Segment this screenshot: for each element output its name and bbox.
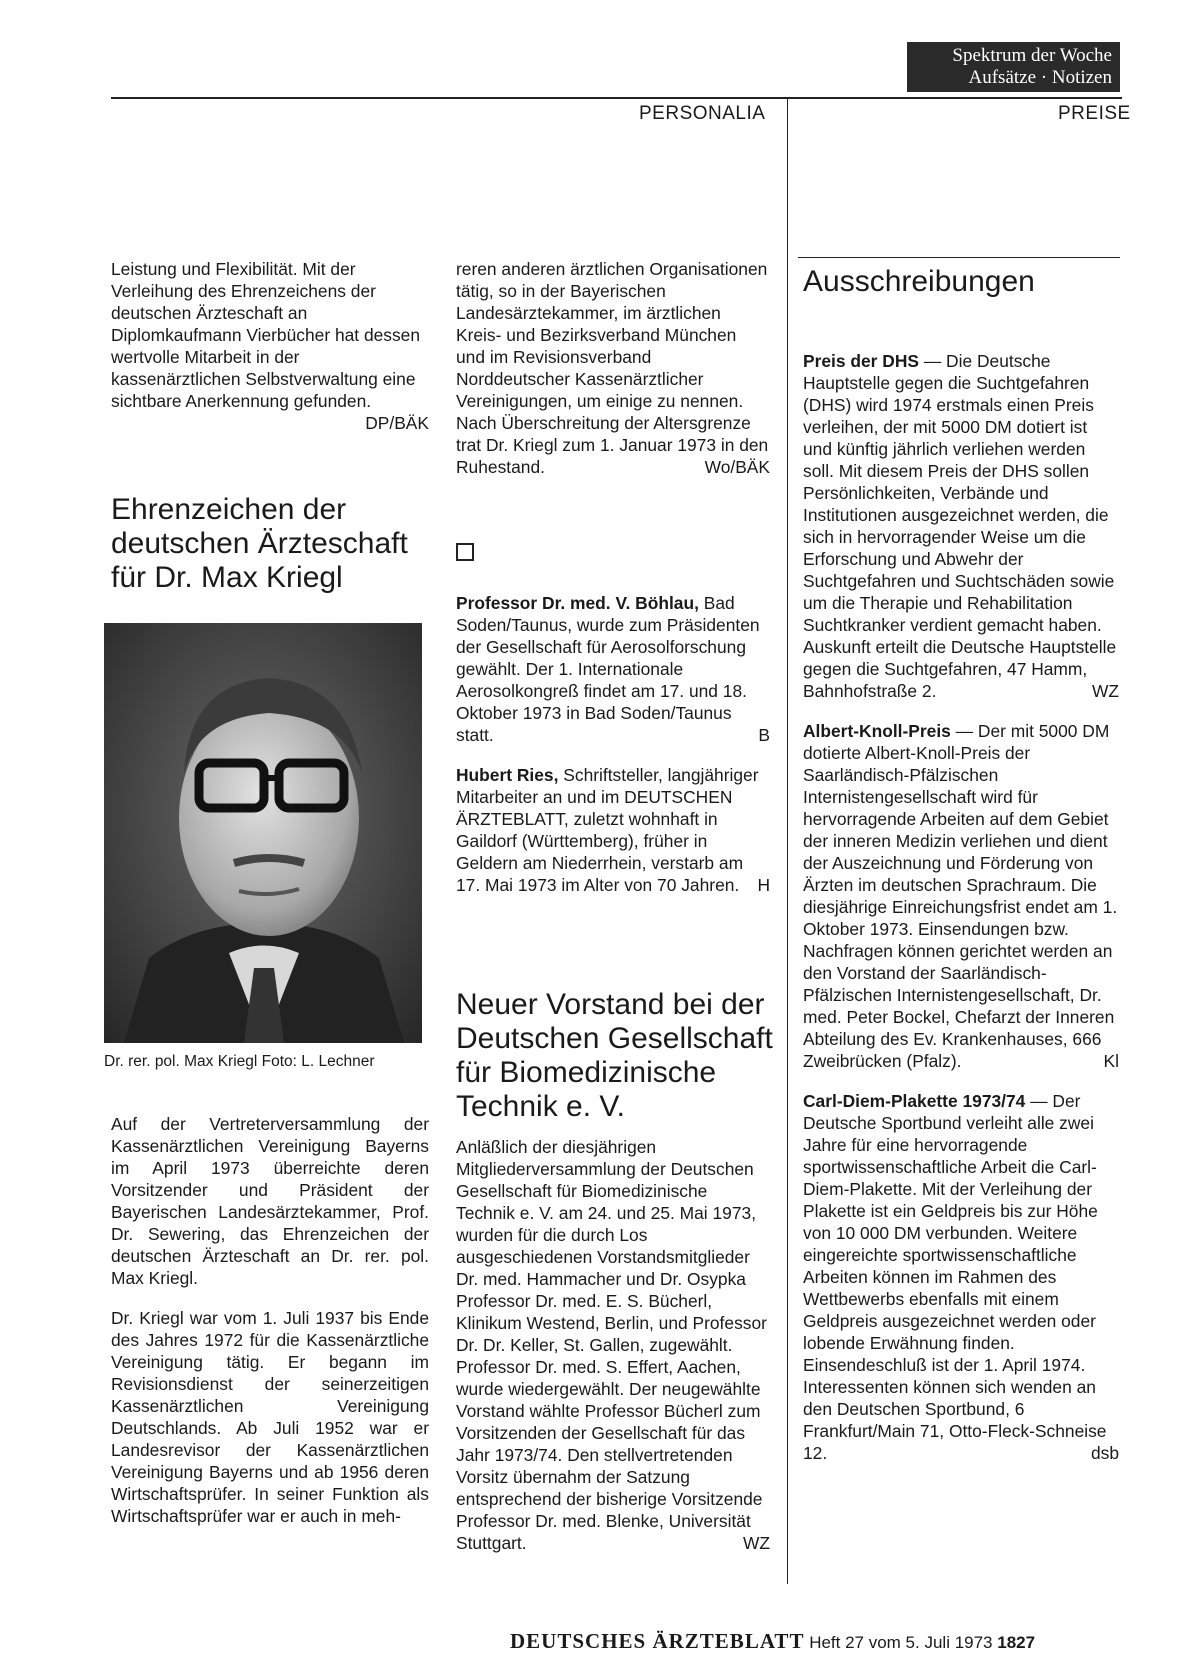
col1-top-text <box>111 258 429 434</box>
vorstand-signature: WZ <box>742 1533 770 1553</box>
knoll-text: — Der mit 5000 DM dotierte Albert-Knoll-Preis der Saarländisch-Pfälzischen Internistengesellschaft wird für hervorragende Arbeiten auf dem Gebiet der inneren Medizin verliehen und dient der Auszeichnung und Förderung von Ärzten im deutschen Sprachraum. Die diesjährige Einreichungsfrist endet am 1. Oktober 1973. Einsendungen bzw. Nachfragen können gerichtet werden an den Vorstand der Saarländisch-Pfälzischen Internistengesellschaft, Dr. med. Peter Bockel, Chefarzt der Inneren Abteilung des Ev. Krankenhauses, 666 Zweibrücken (Pfalz). <box>803 721 1118 1071</box>
knoll-name: Albert-Knoll-Preis <box>803 721 951 741</box>
diem-text: — Der Deutsche Sportbund verleiht alle zwei Jahre für eine hervorragende sportwissenschaftliche Arbeit die Carl-Diem-Plakette. Mit der Verleihung der Plakette ist ein Geldpreis bis zur Höhe von 10 000 DM verbunden. Weitere eingereichte sportwissenschaftliche Arbeiten können im Rahmen des Wettbewerbs ebenfalls mit einem Geldpreis ausgezeichnet werden oder lobende Erwähnung finden. Einsendeschluß ist der 1. April 1974. Interessenten können sich wenden an den Deutschen Sportbund, 6 Frankfurt/Main 71, Otto-Fleck-Schneise 12. <box>803 1091 1107 1463</box>
photo-caption: Dr. rer. pol. Max Kriegl Foto: L. Lechner <box>104 1053 375 1070</box>
vorstand-paragraph: Anläßlich der diesjährigen Mitgliederversammlung der Deutschen Gesellschaft für Biomedizinische Technik e. V. am 24. und 25. Mai 1973, wurden für die durch Los ausgeschiedenen Vorstandsmitglieder Dr. med. Hammacher und Dr. Osypka Professor Dr. med. E. S. Bücherl, Klinikum Westend, Berlin, und Professor Dr. Dr. Keller, St. Gallen, zugewählt. Professor Dr. med. S. Effert, Aachen, wurde wiedergewählt. Der neugewählte Vorstand wählte Professor Bücherl zum Vorsitzenden der Gesellschaft für das Jahr 1973/74. Den stellvertretenden Vorsitz übernahm der Satzung entsprechend der bisherige Vorsitzende Professor Dr. med. Blenke, Universität Stuttgart. <box>456 1137 767 1553</box>
section-label-personalia: PERSONALIA <box>639 103 766 124</box>
footer-issue: Heft 27 vom 5. Juli 1973 <box>809 1633 993 1652</box>
section-tag-line1: Spektrum der Woche <box>952 45 1112 66</box>
dhs-text: — Die Deutsche Hauptstelle gegen die Suchtgefahren (DHS) wird 1974 erstmals einen Preis verleihen, der mit 5000 DM dotiert ist und künftig jährlich verliehen werden soll. Mit diesem Preis der DHS sollen Persönlichkeiten, Verbände und Institutionen ausgezeichnet werden, die sich in hervorragender Weise um die Erforschung und Abwehr der Suchtgefahren und Suchtschäden sowie um die Therapie und Rehabilitation Suchtkranker verdient gemacht haben. Auskunft erteilt die Deutsche Hauptstelle gegen die Suchtgefahren, 47 Hamm, Bahnhofstraße 2. <box>803 351 1117 701</box>
boehlau-name: Professor Dr. med. V. Böhlau, <box>456 593 699 613</box>
knoll-signature: Kl <box>1103 1051 1119 1071</box>
boehlau-text: Bad Soden/Taunus, wurde zum Präsidenten der Gesellschaft für Aerosolforschung gewählt. Der 1. Internationale Aerosolkongreß findet am 17. und 18. Oktober 1973 in Bad Soden/Taunus statt. <box>456 593 760 745</box>
vorstand-headline-line1: Neuer Vorstand bei der <box>456 988 765 1021</box>
top-rule <box>111 97 1122 99</box>
kriegl-headline <box>111 493 441 595</box>
dhs-signature: WZ <box>1091 681 1119 701</box>
col1-kriegl-article <box>111 1113 429 1527</box>
dhs-name: Preis der DHS <box>803 351 919 371</box>
diem-signature: dsb <box>1090 1443 1119 1463</box>
ausschreibungen-rule <box>798 257 1120 258</box>
boehlau-signature: B <box>758 725 770 745</box>
vorstand-headline-line4: Technik e. V. <box>456 1090 625 1123</box>
section-tag-line2: Aufsätze · Notizen <box>968 67 1112 88</box>
footer-brand: DEUTSCHES ÄRZTEBLATT <box>510 1629 805 1653</box>
ausschreibungen-headline: Ausschreibungen <box>803 265 1035 298</box>
kriegl-headline-line1: Ehrenzeichen der <box>111 493 347 526</box>
ries-signature: H <box>757 875 770 895</box>
kriegl-portrait-photo <box>104 623 422 1043</box>
kriegl-paragraph-1: Auf der Vertreterversammlung der Kassenärztlichen Vereinigung Bayerns im April 1973 überreichte deren Vorsitzender und Präsident der Bayerischen Landesärztekammer, Prof. Dr. Sewering, das Ehrenzeichen der deutschen Ärzteschaft an Dr. rer. pol. Max Kriegl. <box>111 1114 429 1288</box>
kriegl-paragraph-2: Dr. Kriegl war vom 1. Juli 1937 bis Ende des Jahres 1972 für die Kassenärztliche Vereinigung tätig. Er begann im Revisionsdienst der seinerzeitigen Kassenärztlichen Vereinigung Deutschlands. Ab Juli 1952 war er Landesrevisor der Kassenärztlichen Vereinigung Bayerns und ab 1956 deren Wirtschaftsprüfer. In seiner Funktion als Wirtschaftsprüfer war er auch in meh- <box>111 1308 429 1526</box>
column-divider <box>787 97 788 1584</box>
ries-text: Schriftsteller, langjähriger Mitarbeiter an und im DEUTSCHEN ÄRZTEBLATT, zuletzt wohnhaft in Gaildorf (Württemberg), früher in Geldern am Niederrhein, verstarb am 17. Mai 1973 im Alter von 70 Jahren. <box>456 765 759 895</box>
col2-top-signature: Wo/BÄK <box>704 457 770 477</box>
diem-name: Carl-Diem-Plakette 1973/74 <box>803 1091 1026 1111</box>
section-tag <box>907 42 1120 92</box>
section-label-preise: PREISE <box>1058 103 1131 124</box>
vorstand-headline <box>456 988 786 1124</box>
col2-vorstand-article <box>456 1136 770 1554</box>
col1-top-signature: DP/BÄK <box>365 413 429 433</box>
col3-prizes <box>803 350 1119 1464</box>
vorstand-headline-line2: Deutschen Gesellschaft <box>456 1022 773 1055</box>
vorstand-headline-line3: für Biomedizinische <box>456 1056 717 1089</box>
separator-box-icon <box>456 543 474 561</box>
col2-top-text <box>456 258 770 478</box>
col1-top-paragraph: Leistung und Flexibilität. Mit der Verleihung des Ehrenzeichens der deutschen Ärzteschaft an Diplomkaufmann Vierbücher hat dessen wertvolle Mitarbeit in der kassenärztlichen Selbstverwaltung eine sichtbare Anerkennung gefunden. <box>111 259 421 411</box>
col2-notices <box>456 592 770 896</box>
footer-page-number: 1827 <box>997 1633 1036 1652</box>
page-footer <box>510 1629 1120 1654</box>
kriegl-headline-line3: für Dr. Max Kriegl <box>111 561 343 594</box>
kriegl-headline-line2: deutschen Ärzteschaft <box>111 527 408 560</box>
col2-top-paragraph: reren anderen ärztlichen Organisationen tätig, so in der Bayerischen Landesärztekammer, im ärztlichen Kreis- und Bezirksverband München und im Revisionsverband Norddeutscher Kassenärztlicher Vereinigungen, um einige zu nennen. Nach Überschreitung der Altersgrenze trat Dr. Kriegl zum 1. Januar 1973 in den Ruhestand. <box>456 259 769 477</box>
ries-name: Hubert Ries, <box>456 765 559 785</box>
